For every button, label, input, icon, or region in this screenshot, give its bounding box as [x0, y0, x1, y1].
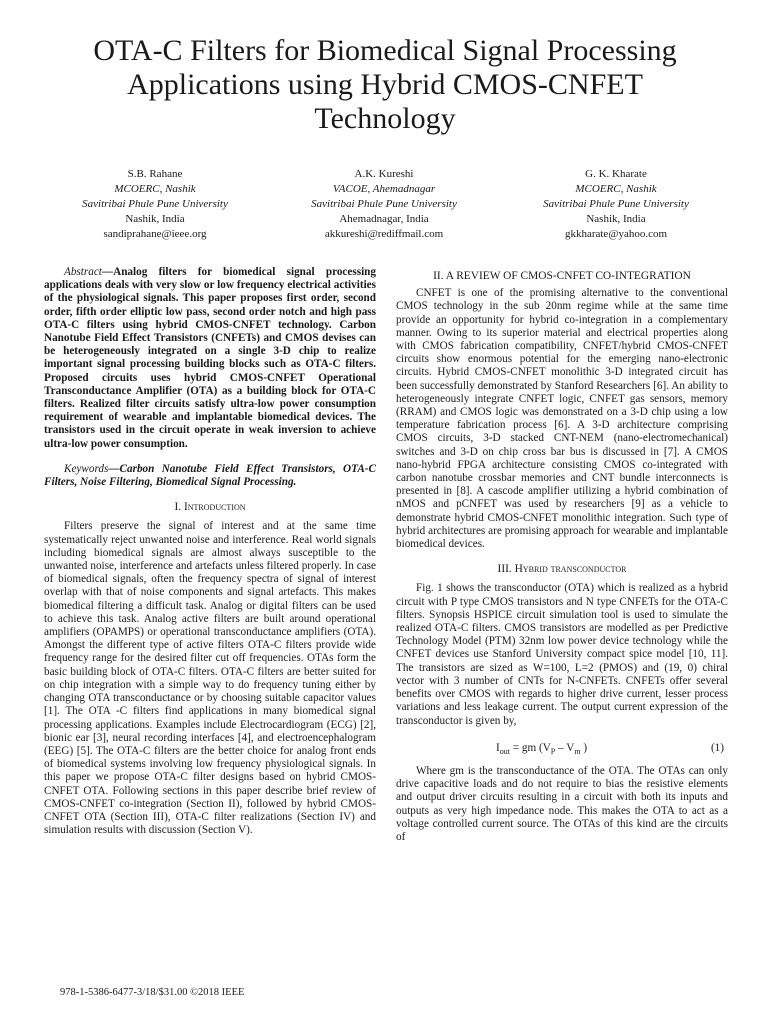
author-university: Savitribai Phule Pune University	[311, 198, 457, 210]
hybrid-body: Fig. 1 shows the transconductor (OTA) which is realized as a hybrid circuit with P type CMOS transistors and N type CNFETs for the OTA-C filters. Synopsis HSPICE circuit simulation tool is used to simulate the realized OTA-C filters. CMOS transistors are modelled as per Predictive Technology Model (PTM) 32nm low power device technology while the CNFET devices use Stanford University compact spice model [10, 11]. The transistors are sized as W=100, L=2 (PMOS) and (19, 0) chiral vector with 3 number of CNTs for N-CNFETs. CNFETs offer several benefits over CMOS with regards to higher drive current, lesser process variations and less leakage current. The output current expression of the transconductor is given by,	[396, 582, 728, 727]
section-number: III.	[497, 563, 512, 576]
section-heading-introduction	[44, 501, 376, 514]
right-column	[396, 270, 728, 844]
equation-subscript: P	[550, 746, 556, 756]
author-city: Nashik, India	[125, 213, 185, 225]
paper-title: OTA-C Filters for Biomedical Signal Processing Applications using Hybrid CMOS-CNFET Technology	[93, 34, 677, 135]
author-name: S.B. Rahane	[127, 168, 183, 180]
keywords-text: —Carbon Nanotube Field Effect Transistors, OTA-C Filters, Noise Filtering, Biomedical Signal Processing.	[44, 462, 376, 489]
equation-lhs-subscript: out	[499, 746, 510, 756]
author-block-1	[35, 167, 275, 242]
abstract	[44, 266, 376, 451]
author-organization: MCOERC, Nashik	[114, 183, 196, 195]
equation-lhs: I	[496, 741, 500, 754]
section-heading-hybrid	[396, 563, 728, 576]
hybrid-body-continued: Where gm is the transconductance of the OTA. The OTAs can only drive capacitive loads and do not require to bias the resistive elements and output driver circuits resulting in a circuit with both its inputs and outputs as very high impedance node. This makes the OTA to act as a voltage controlled current source. The OTAs of this kind are the circuits of	[396, 764, 728, 843]
left-column	[44, 266, 376, 837]
author-name: G. K. Kharate	[585, 168, 647, 180]
equation-part: = gm (V	[509, 741, 551, 754]
keywords-lead: Keywords	[64, 462, 109, 475]
equation-1	[396, 742, 728, 755]
introduction-body: Filters preserve the signal of interest and at the same time systematically reject unwanted noise and interference. Real world signals including biomedical signals are almost always susceptible to the unwanted noise, interference and artefacts unless filtered properly. In case of biomedical signals, often the frequency spectra of signal of interest overlap with that of noise components and signal artefacts. This makes biomedical filtering a difficult task. Analog or digital filters can be used to achieve this task. Analog active filters are built around operational amplifiers (OPAMPS) or operational transconductance amplifiers (OTA). Amongst the different type of active filters OTA-C filters provide wide frequency range for the desired filter cut off frequencies. OTAs form the basic building block of OTA-C filters. OTA-C filters are better suited for on chip integration with a simple way to do frequency tuning either by changing OTA transconductance or by choosing suitable capacitor values [1]. The OTA -C filters find applications in many biomedical signal processing applications. Examples include Electrocardiogram (ECG) [2], bionic ear [3], neural recording interfaces [4], and electroencephalogram (EEG) [5]. The OTA-C filters are the better choice for analog front ends of biomedical systems involving low frequency physiological signals. In this paper we propose OTA-C filter designs based on hybrid CMOS-CNFET OTA. Following sections in this paper describe brief review of CMOS-CNFET co-integration (Section II), followed by hybrid CMOS-CNFET OTA (Section III), OTA-C filter realizations (Section IV) and simulation results with discussion (Section V).	[44, 520, 376, 837]
author-organization: MCOERC, Nashik	[575, 183, 657, 195]
author-email: gkkharate@yahoo.com	[564, 228, 668, 240]
author-city: Nashik, India	[586, 213, 646, 225]
equation-part: )	[580, 741, 588, 754]
equation-part: – V	[555, 741, 575, 754]
review-body: CNFET is one of the promising alternative to the conventional CMOS technology in the sub 20nm regime while at the same time provide an opportunity for hybrid co-integration in a complementary manner. Owing to its superior material and electrical properties along with CMOS fabrication compatibility, CNFET/hybrid CMOS-CNFET circuits show enormous potential for the emerging nano-electronic circuits. Hybrid CMOS-CNFET monolithic 3-D integrated circuit has been successfully demonstrated by Stanford Researchers [6]. An ability to heterogeneously integrate CNFET logic, CNFET gas sensors, memory (RRAM) and CMOS logic was demonstrated on a 3-D chip using a low temperature fabrication process [6]. A 3-D architecture comprising CMOS circuits, 3-D stacked CNT-NEM (nano-electromechanical) switches and 3-D on chip cross bar bus is discussed in [7]. A CMOS nano-hybrid FPGA architecture consisting CMOS co-integrated with carbon nanotube crossbar memories and CNT bundle interconnects is presented in [8]. A cascode amplifier utilizing a hybrid combination of nMOS and pCNFET was used by researchers [9] as a vehicle to demonstrate hybrid CMOS-CNFET monolithic integration. Such type of hybrid architectures are promising approach for wearable and implantable biomedical devices.	[396, 287, 728, 551]
author-email: sandiprahane@ieee.org	[103, 228, 207, 240]
equation-expression	[496, 742, 587, 755]
author-city: Ahemadnagar, India	[339, 213, 429, 225]
author-university: Savitribai Phule Pune University	[543, 198, 689, 210]
author-organization: VACOE, Ahemadnagar	[332, 183, 436, 195]
section-heading-review: II. A REVIEW OF CMOS-CNFET CO-INTEGRATION	[433, 270, 691, 282]
section-title: Hybrid transconductor	[514, 563, 627, 576]
author-email: akkureshi@rediffmail.com	[324, 228, 444, 240]
abstract-text: —Analog filters for biomedical signal processing applications deals with very slow or low frequency electrical activities of the physiological signals. This paper proposes first order, second order, fifth order elliptic low pass, second order notch and high pass OTA-C filters using hybrid CMOS-CNFET technology. Carbon Nanotube Field Effect Transistors (CNFETs) and CMOS devises can be heterogeneously integrated on a single 3-D chip to realize important signal processing building blocks such as OTA-C filters. Proposed circuits uses hybrid CMOS-CNFET Operational Transconductance Amplifier (OTA) as a building block for OTA-C filters. Realized filter circuits satisfy ultra-low power consumption requirement of wearable and implantable biomedical devices. The transistors used in the circuit operate in weak inversion to achieve ultra-low power consumption.	[44, 266, 376, 450]
copyright-footer: 978-1-5386-6477-3/18/$31.00 ©2018 IEEE	[60, 987, 245, 998]
author-university: Savitribai Phule Pune University	[82, 198, 228, 210]
section-number: I.	[174, 501, 182, 514]
equation-subscript: m	[574, 746, 581, 756]
keywords	[44, 463, 376, 489]
author-block-3	[496, 167, 736, 242]
equation-number: (1)	[710, 741, 724, 754]
author-block-2	[264, 167, 504, 242]
author-name: A.K. Kureshi	[354, 168, 414, 180]
section-title: Introduction	[183, 501, 246, 514]
abstract-lead: Abstract	[64, 266, 102, 278]
